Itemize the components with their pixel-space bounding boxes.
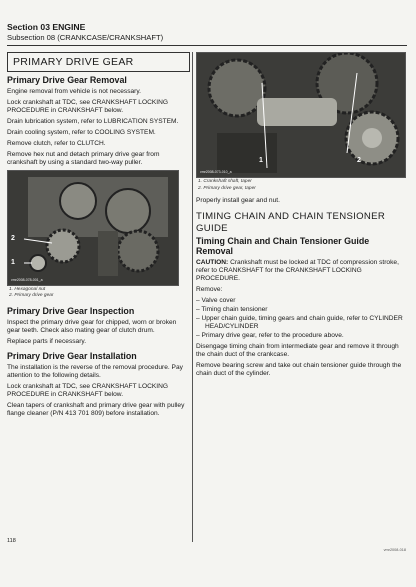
callout-1: 1: [259, 157, 263, 164]
paragraph: Replace parts if necessary.: [7, 337, 87, 345]
footer-code: vmr2008-018: [383, 548, 406, 552]
inspection-heading: Primary Drive Gear Inspection: [7, 305, 135, 316]
caution-label: CAUTION:: [196, 258, 229, 266]
list-item: – Timing chain tensioner: [196, 305, 268, 313]
photo-code: vmr2008-078-001_a: [11, 277, 43, 282]
paragraph: Clean tapers of crankshaft and primary drive gear with pulley flange cleaner (P/N 413 701 809) before installation.: [7, 401, 185, 417]
timing-chain-title: TIMING CHAIN AND CHAIN TENSIONER GUIDE: [196, 211, 386, 234]
paragraph: Remove hex nut and detach primary drive gear from crankshaft by using a standard two-way puller.: [7, 150, 160, 166]
callout-1: 1: [11, 258, 15, 266]
column-divider: [192, 52, 193, 542]
paragraph: Disengage timing chain from intermediate gear and remove it through the chain duct of the crankcase.: [196, 342, 399, 358]
paragraph: Remove clutch, refer to CLUTCH.: [7, 139, 106, 147]
list-item: – Valve cover: [196, 296, 236, 304]
engine-illustration: [8, 171, 178, 285]
caption: 1. Crankshaft shaft, taper: [198, 179, 252, 184]
removal-heading: Primary Drive Gear Removal: [7, 75, 127, 85]
paragraph: Inspect the primary drive gear for chipped, worn or broken gear teeth. Check also mating gear of clutch drum.: [7, 318, 177, 334]
paragraph: Lock crankshaft at TDC, see CRANKSHAFT LOCKING PROCEDURE in CRANKSHAFT below.: [7, 98, 168, 114]
crankshaft-illustration: [197, 53, 405, 177]
caution-note: [196, 259, 406, 283]
paragraph: Properly install gear and nut.: [196, 197, 280, 205]
page-number: 118: [7, 538, 16, 544]
paragraph: Engine removal from vehicle is not necessary.: [7, 87, 142, 95]
caption: 2. Primary drive gear: [9, 293, 54, 299]
primary-drive-gear-title: PRIMARY DRIVE GEAR: [7, 52, 190, 72]
right-column: [196, 52, 406, 381]
remove-label: Remove:: [196, 285, 223, 293]
list-item: – Upper chain guide, timing gears and chain guide, refer to CYLINDER HEAD/CYLINDER: [196, 314, 403, 330]
subsection-title: Subsection 08 (CRANKCASE/CRANKSHAFT): [7, 33, 164, 42]
section-title: Section 03 ENGINE: [7, 22, 86, 32]
engine-photo-right: [196, 52, 406, 178]
list-item: – Primary drive gear, refer to the procedure above.: [196, 331, 344, 339]
caption: 2. Primary drive gear, taper: [198, 185, 256, 191]
paragraph: Remove bearing screw and take out chain tensioner guide through the chain duct of the cylinder.: [196, 361, 402, 377]
left-column: [7, 52, 190, 421]
paragraph: Lock crankshaft at TDC, see CRANKSHAFT LOCKING PROCEDURE in CRANKSHAFT below.: [7, 382, 168, 398]
paragraph: Drain cooling system, refer to COOLING SYSTEM.: [7, 128, 156, 136]
timing-removal-heading: Timing Chain and Chain Tensioner Guide Removal: [196, 236, 370, 256]
installation-heading: Primary Drive Gear Installation: [7, 350, 137, 361]
header-rule: [7, 45, 407, 46]
caution-text: Crankshaft must be locked at TDC of compression stroke, refer to CRANKSHAFT for the CRANKSHAFT LOCKING PROCEDURE.: [196, 258, 399, 282]
caption: 1. Hexagonal nut: [9, 286, 46, 292]
paragraph: Drain lubrication system, refer to LUBRICATION SYSTEM.: [7, 117, 179, 125]
photo-code: vmr2008-073-010_a: [200, 170, 232, 174]
callout-2: 2: [11, 234, 15, 242]
callout-2: 2: [357, 157, 361, 164]
paragraph: The installation is the reverse of the removal procedure. Pay attention to the following details.: [7, 363, 183, 379]
engine-photo-left: [7, 170, 179, 286]
